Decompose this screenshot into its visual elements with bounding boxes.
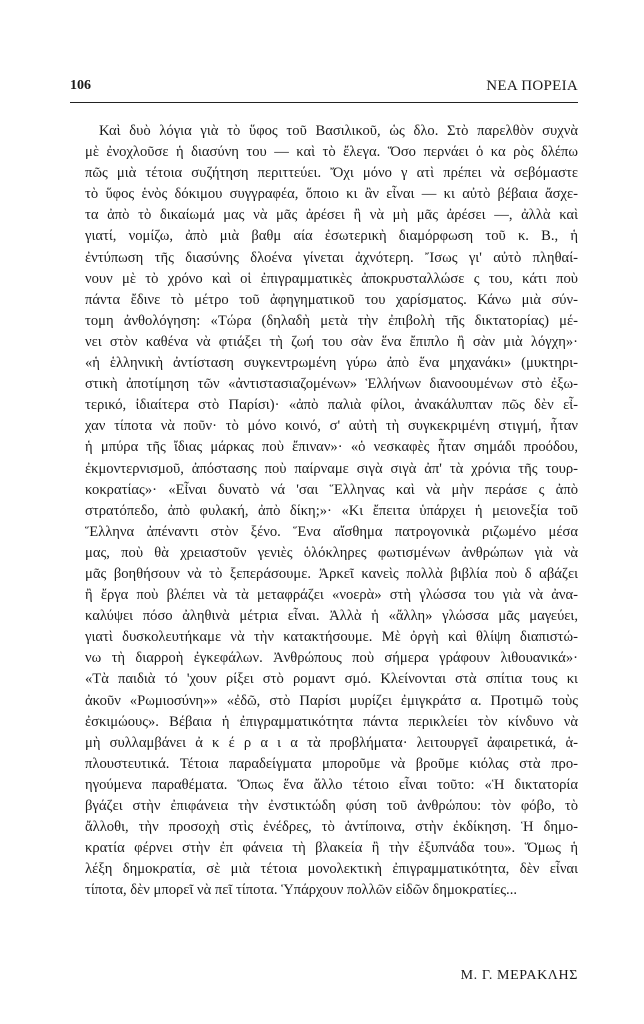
text-line: βγάζει στὴν ἐπιφάνεια τὴν ἐνστικτώδη φύση τοῦ ἀνθρώπου: τὸν φόβο, τὸ xyxy=(85,798,578,814)
text-line: ἐκμοντερνισμοῦ, ἀπόστασης ποὺ παίρναμε σιγὰ σιγὰ ἀπ' τὰ χρόνια τῆς τουρ- xyxy=(85,460,578,477)
text-line: πάντα ἔδινε τὸ μέτρο τοῦ ἀφηγηματικοῦ του χαρίσματος. Κάνω μιὰ σύν- xyxy=(85,291,578,308)
author-signature: Μ. Γ. ΜΕΡΑΚΛΗΣ xyxy=(460,968,578,983)
text-line: «Τὰ παιδιὰ τό 'χουν ρίξει στὸ ρομαντ σμό. Κλείνονται στὰ σπίτια τους κι xyxy=(85,671,578,688)
text-line: ηγούμενα παραθέματα. Ὅπως ἕνα ἄλλο τέτοιο εἶναι τοῦτο: «Ἡ δικτατορία xyxy=(85,776,578,793)
page-header xyxy=(70,78,578,100)
text-line: Ἕλληνα ἀπέναντι στὸν ξένο. Ἕνα αἴσθημα πατρογονικὰ ριζωμένο μέσα xyxy=(85,523,578,540)
text-line: τερικό, ἰδιαίτερα στὸ Παρίσι)· «ἀπὸ παλιὰ φίλοι, ἀνακάλυπταν πῶς δὲν εἶ- xyxy=(85,397,578,414)
text-line: κρατία φέρνει στὴν ἐπ φάνεια τὴ βλακεία ἢ τὴν ἐξυπνάδα του». Ὅμως ἡ xyxy=(85,840,578,857)
article-body xyxy=(85,121,578,901)
text-line: καλύψει πόσο ἀληθινὰ μέτρια εἶναι. Ἀλλὰ ἡ «ἄλλη» γλώσσα μᾶς μαγεύει, xyxy=(85,608,578,625)
text-line: ἀκοῦν «Ρωμιοσύνη»» «ἐδῶ, στὸ Παρίσι μυρίζει ἐμιγκράτσ α. Προτιμῶ τοὺς xyxy=(85,692,578,709)
text-line: πλουστευτικά. Τέτοια παραδείγματα μποροῦμε νὰ βροῦμε κιόλας στὰ προ- xyxy=(85,755,578,772)
text-line: γιατί, νομίζω, ἀπὸ μιὰ βαθμ αία ἐσωτερικὴ διαμόρφωση τοῦ κ. Β., ἡ xyxy=(85,228,578,245)
text-line: μὴ συλλαμβάνει ἀ κ έ ρ α ι α τὰ προβλήματα· λειτουργεῖ ἀφαιρετικά, ἁ- xyxy=(85,734,578,751)
text-line: ἄλλοθι, τὴν προσοχὴ στὶς ἐνέδρες, τὸ ἀντίποινα, στὴν ἐκδίκηση. Ἡ δημο- xyxy=(85,819,578,836)
text-line: νω τὴ διαρροὴ ἐγκεφάλων. Ἀνθρώπους ποὺ σήμερα γράφουν λιθουανικά»· xyxy=(85,650,578,667)
text-line: τομη ἀνθολόγηση: «Τώρα (δηλαδὴ μετὰ τὴν ἐπιβολὴ τῆς δικτατορίας) μέ- xyxy=(85,312,578,329)
text-line: τὸ ὕφος ἑνὸς δόκιμου συγγραφέα, ὅποιο κι ἂν εἶναι — κι αὐτὸ βέβαια ἄσχε- xyxy=(85,186,578,203)
text-line: μας, ποὺ θὰ χρειαστοῦν γενιὲς ὁλόκληρες φωτισμένων ἀνθρώπων γιὰ νὰ xyxy=(85,544,578,561)
text-line: «ἡ ἑλληνικὴ ἀντίσταση συγκεντρωμένη γύρω ἀπὸ ἕνα μηχανάκι» (μυκτηρι- xyxy=(85,355,578,372)
text-line: κοκρατίας»· «Εἶναι δυνατὸ νά 'σαι Ἕλληνας καὶ νὰ μὴν περάσε ς ἀπὸ xyxy=(85,481,578,498)
text-line: λέξη δημοκρατία, σὲ μιὰ τέτοια μονολεκτικὴ ἐπιγραμματικότητα, δὲν εἶναι xyxy=(85,861,578,878)
text-line: νουν μὲ τὸ χρόνο καὶ οἱ ἐπιγραμματικὲς ἀποκρυσταλλώσε ς του, κάτι ποὺ xyxy=(85,270,578,287)
page-number: 106 xyxy=(70,78,91,93)
text-line: στικὴ ἀποτίμηση τῶν «ἀντιστασιαζομένων» Ἑλλήνων διανοουμένων στὸ ἐξω- xyxy=(85,376,578,393)
text-line: νει στὸν καθένα νὰ φτιάξει τὴ ζωή του σὰν ἕνα ἔπιπλο ἢ σὰν μιὰ λόγχη»· xyxy=(85,333,578,350)
text-line: ἡ μπύρα τῆς ἴδιας μάρκας ποὺ ἔπιναν»· «ὁ νεσκαφὲς ἦταν σημάδι προόδου, xyxy=(85,439,578,456)
text-line: μὲ ἐνοχλοῦσε ἡ διασύνη του — καὶ τὸ ἔλεγα. Ὅσο περνάει ὁ κα ρὸς δλέπω xyxy=(85,144,578,161)
text-line: γιατὶ δυσκολευτήκαμε νὰ τὴν κατακτήσουμε. Μὲ ὀργὴ καὶ θλίψη διαπιστώ- xyxy=(85,629,578,646)
text-line: μᾶς βοηθήσουν νὰ τὸ ξεπεράσουμε. Ἀρκεῖ κανεὶς πολλὰ βιβλία ποὺ δ αβάζει xyxy=(85,565,578,582)
text-line: πῶς μιὰ τέτοια συζήτηση περιττεύει. Ὄχι μόνο γ ατὶ πρέπει νὰ σεβόμαστε xyxy=(85,165,578,182)
text-line: τίποτα, δὲν μπορεῖ νὰ πεῖ τίποτα. Ὑπάρχουν πολλῶν εἰδῶν δημοκρατίες... xyxy=(85,882,517,899)
journal-title: ΝΕΑ ΠΟΡΕΙΑ xyxy=(486,78,578,94)
text-line: Καὶ δυὸ λόγια γιὰ τὸ ὕφος τοῦ Βασιλικοῦ, ὡς δλο. Στὸ παρελθὸν συχνὰ xyxy=(99,123,578,139)
text-line: ἐντύπωση τῆς διασύνης δλοένα γίνεται ἀχνότερη. Ἴσως γι' αὐτὸ πληθαί- xyxy=(85,249,578,266)
text-line: ἐσκιμώους». Βέβαια ἡ ἐπιγραμματικότητα πάντα περικλείει τὸν κίνδυνο νὰ xyxy=(85,713,578,730)
text-line: χαν τίποτα νὰ ποῦν· τὸ μόνο κοινό, σ' αὐτὴ τὴ συγκεκριμένη στιγμή, ἦταν xyxy=(85,418,578,435)
text-line: στρατόπεδο, ἀπὸ φυλακή, ἀπὸ δίκη;»· «Κι ἔπειτα ὑπάρχει ἡ μειονεξία τοῦ xyxy=(85,502,578,519)
header-divider xyxy=(70,102,578,103)
text-line: ἢ ἔργα ποὺ βλέπει νὰ τὰ μεταφράζει «νοερὰ» στὴ γλώσσα του γιὰ νὰ ἀνα- xyxy=(85,587,578,604)
text-line: τα ἀπὸ τὸ δικαίωμά μας νὰ μᾶς ἀρέσει ἢ νὰ μὴ μᾶς ἀρέσει —, ἀλλὰ καὶ xyxy=(85,207,578,224)
